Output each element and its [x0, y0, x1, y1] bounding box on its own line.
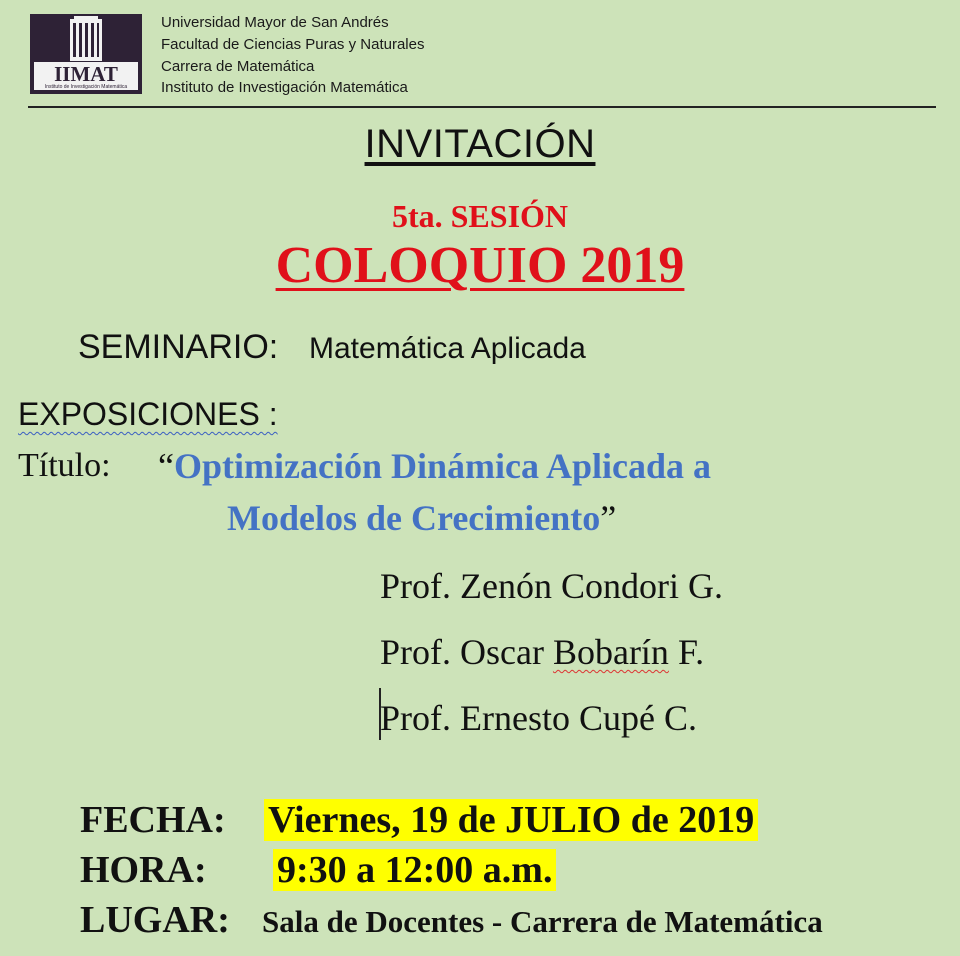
- header-divider: [28, 106, 936, 108]
- speaker-1-name: Prof. Zenón Condori G.: [380, 566, 723, 606]
- fecha-value: [264, 798, 758, 842]
- open-quote: “: [158, 446, 174, 486]
- hora-label: HORA:: [80, 849, 207, 891]
- svg-text:Instituto de Investigación Mat: Instituto de Investigación Matemática: [44, 84, 128, 90]
- speaker-3-name: Prof. Ernesto Cupé C.: [380, 698, 697, 738]
- hora-value-text: 9:30 a 12:00 a.m.: [273, 849, 556, 891]
- talk-title-line-2: [227, 497, 616, 539]
- speaker-2-suffix: F.: [668, 632, 705, 672]
- event-title: COLOQUIO 2019: [275, 237, 685, 294]
- institution-line-1: Universidad Mayor de San Andrés: [161, 14, 389, 31]
- speaker-3: [380, 697, 697, 739]
- talk-title-line-1: [158, 445, 711, 487]
- speaker-2-marked: Bobarín: [552, 632, 669, 672]
- building-icon: [30, 14, 142, 94]
- lugar-label: LUGAR:: [80, 899, 230, 941]
- speaker-2: [380, 631, 704, 673]
- seminar-label: SEMINARIO:: [78, 328, 279, 366]
- hora-value: [273, 848, 556, 892]
- invitation-title: INVITACIÓN: [364, 122, 596, 166]
- fecha-label: FECHA:: [80, 799, 226, 841]
- institution-line-2: Facultad de Ciencias Puras y Naturales: [161, 36, 425, 53]
- fecha-value-text: Viernes, 19 de JULIO de 2019: [264, 799, 758, 841]
- institution-line-3: Carrera de Matemática: [161, 58, 315, 75]
- talk-title-label: Título:: [18, 447, 111, 484]
- seminar-value: Matemática Aplicada: [309, 332, 586, 365]
- talk-title-text-1: Optimización Dinámica Aplicada a: [173, 446, 711, 486]
- svg-text:IIMAT: IIMAT: [54, 62, 118, 86]
- session-label: 5ta. SESIÓN: [391, 198, 569, 234]
- speaker-2-name: Prof. Oscar: [380, 632, 553, 672]
- iimat-logo: [30, 14, 142, 94]
- speaker-1: [380, 565, 723, 607]
- talk-title-text-2: Modelos de Crecimiento: [227, 498, 601, 538]
- institution-line-4: Instituto de Investigación Matemática: [161, 79, 408, 96]
- close-quote: ”: [600, 498, 617, 538]
- exposiciones-label: EXPOSICIONES :: [18, 396, 278, 432]
- lugar-value: Sala de Docentes - Carrera de Matemática: [262, 904, 823, 939]
